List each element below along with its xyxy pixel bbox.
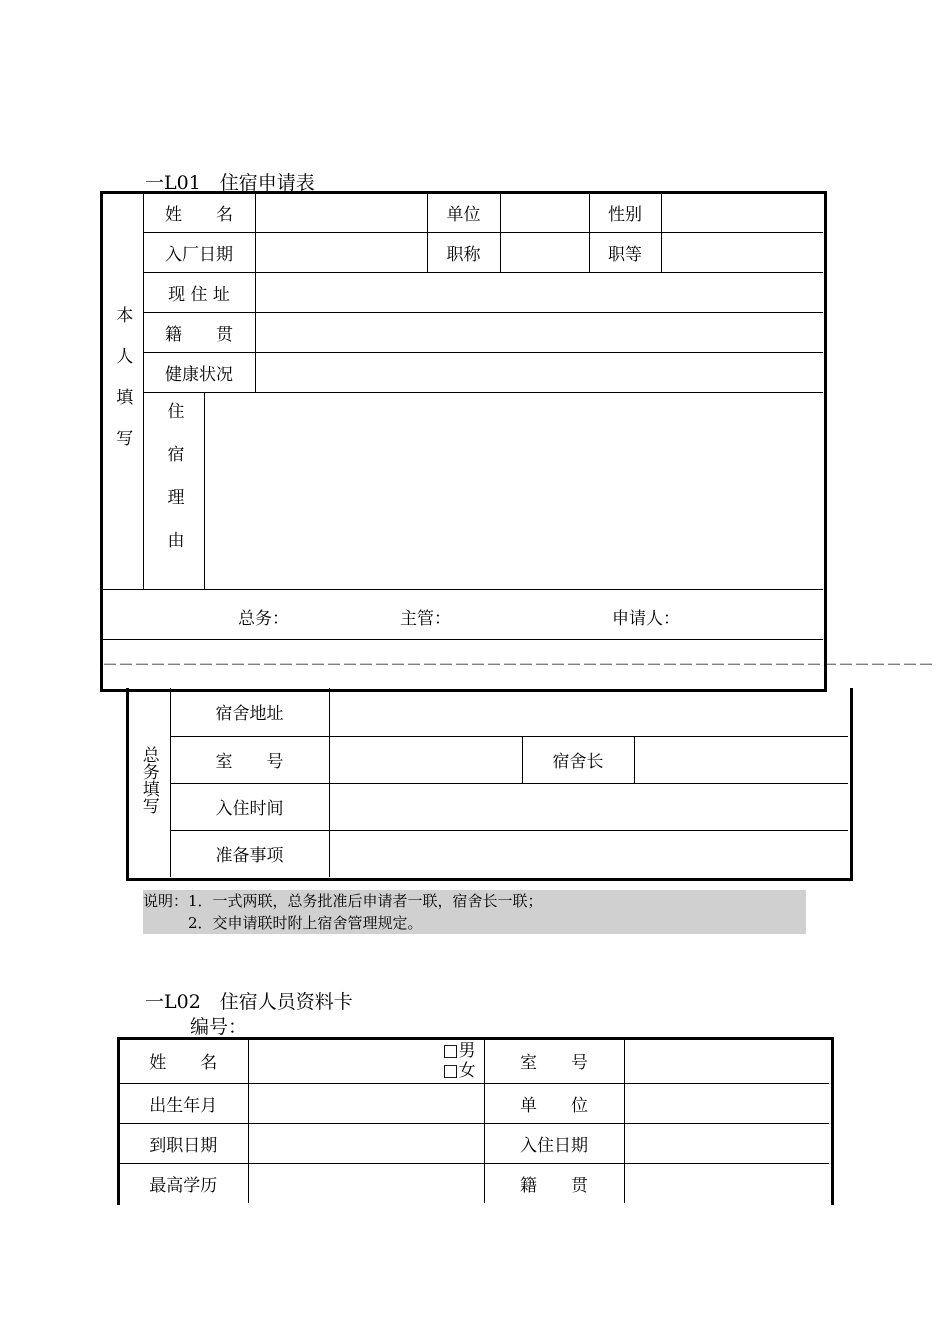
name-field[interactable] bbox=[255, 193, 427, 232]
checkin-time-label: 入住时间 bbox=[170, 783, 329, 830]
native-field-2[interactable] bbox=[624, 1163, 829, 1203]
birth-label: 出生年月 bbox=[119, 1083, 248, 1123]
health-label: 健康状况 bbox=[143, 352, 255, 392]
job-title-label: 职称 bbox=[427, 232, 500, 272]
supervisor-label: 主管： bbox=[400, 608, 451, 629]
health-field[interactable] bbox=[255, 352, 823, 392]
dorm-head-label: 宿舍长 bbox=[522, 736, 634, 783]
cut-line: －－－－－－－－－－－－－－－－－－－－－－－－－－－－－－－－－－－－－－－－－－－－－－－－－－－－ bbox=[102, 654, 935, 674]
form1b-table bbox=[128, 688, 848, 877]
preparation-field[interactable] bbox=[329, 830, 848, 877]
checkin-date-field[interactable] bbox=[624, 1123, 829, 1163]
unit-field-2[interactable] bbox=[624, 1083, 829, 1123]
entry-date-label: 入厂日期 bbox=[143, 232, 255, 272]
signature-row bbox=[102, 589, 823, 639]
education-field[interactable] bbox=[248, 1163, 484, 1203]
room-label-2: 室 号 bbox=[484, 1039, 624, 1083]
preparation-label: 准备事项 bbox=[170, 830, 329, 877]
education-label: 最高学历 bbox=[119, 1163, 248, 1203]
note-line-1: 说明：1．一式两联，总务批准后申请者一联，宿舍长一联； bbox=[143, 892, 543, 910]
checkin-time-field[interactable] bbox=[329, 783, 848, 830]
room-number-field[interactable] bbox=[329, 736, 522, 783]
female-checkbox[interactable]: □女 bbox=[442, 1061, 476, 1081]
job-title-field[interactable] bbox=[500, 232, 589, 272]
form1-table bbox=[102, 193, 935, 687]
birth-field[interactable] bbox=[248, 1083, 484, 1123]
name-label: 姓 名 bbox=[143, 193, 255, 232]
native-label-2: 籍 贯 bbox=[484, 1163, 624, 1203]
admin-fill-side-label: 总务填写 bbox=[128, 688, 170, 877]
gender-field[interactable] bbox=[661, 193, 823, 232]
hire-date-field[interactable] bbox=[248, 1123, 484, 1163]
unit-field[interactable] bbox=[500, 193, 589, 232]
reason-field[interactable] bbox=[204, 392, 823, 589]
dorm-address-label: 宿舍地址 bbox=[170, 688, 329, 736]
gender-label: 性别 bbox=[589, 193, 661, 232]
name-field-2[interactable] bbox=[248, 1039, 484, 1083]
native-place-label: 籍 贯 bbox=[143, 312, 255, 352]
hire-date-label: 到职日期 bbox=[119, 1123, 248, 1163]
job-grade-label: 职等 bbox=[589, 232, 661, 272]
job-grade-field[interactable] bbox=[661, 232, 823, 272]
general-affairs-label: 总务： bbox=[238, 608, 289, 629]
self-fill-side-label: 本人填写 bbox=[102, 193, 143, 589]
reason-label: 住宿理由 bbox=[143, 392, 204, 589]
entry-date-field[interactable] bbox=[255, 232, 427, 272]
dorm-address-field[interactable] bbox=[329, 688, 848, 736]
unit-label: 单位 bbox=[427, 193, 500, 232]
address-field[interactable] bbox=[255, 272, 823, 312]
room-field-2[interactable] bbox=[624, 1039, 829, 1083]
gender-options bbox=[442, 1041, 475, 1081]
note-box bbox=[143, 890, 806, 934]
form1-title: 一L01 住宿申请表 bbox=[145, 172, 315, 194]
room-number-label: 室 号 bbox=[170, 736, 329, 783]
form2-table bbox=[119, 1039, 829, 1203]
applicant-label: 申请人： bbox=[612, 608, 680, 629]
form2-title: 一L02 住宿人员资料卡 bbox=[145, 991, 353, 1013]
checkin-date-label: 入住日期 bbox=[484, 1123, 624, 1163]
name-label-2: 姓 名 bbox=[119, 1039, 248, 1083]
address-label: 现 住 址 bbox=[143, 272, 255, 312]
male-checkbox[interactable]: □男 bbox=[442, 1041, 476, 1061]
unit-label-2: 单 位 bbox=[484, 1083, 624, 1123]
note-line-2: 2．交申请联时附上宿舍管理规定。 bbox=[143, 914, 423, 932]
number-label: 编号： bbox=[190, 1016, 248, 1038]
dorm-head-field[interactable] bbox=[634, 736, 848, 783]
native-place-field[interactable] bbox=[255, 312, 823, 352]
